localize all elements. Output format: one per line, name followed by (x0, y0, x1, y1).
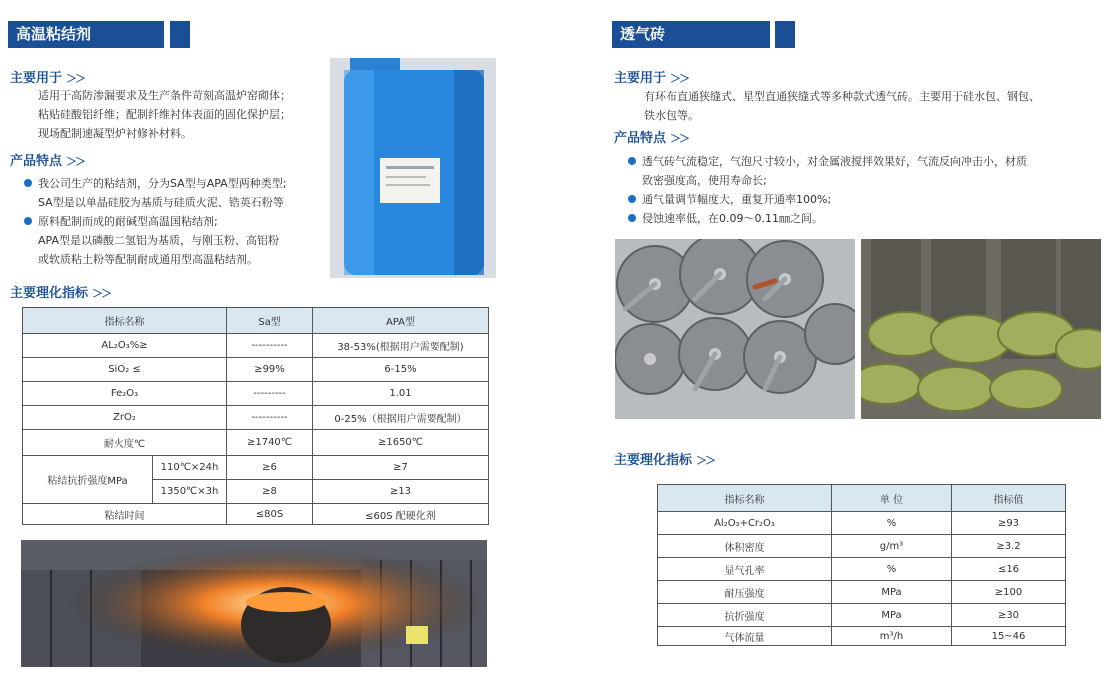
table-row: 抗折强度 MPa ≥30 (658, 604, 1066, 627)
purge-plug-photo (615, 239, 855, 419)
right-title-square (775, 21, 795, 48)
table-row: Al₂O₃+Cr₂O₃ % ≥93 (658, 512, 1066, 535)
arrow-icon: ＞＞ (696, 454, 715, 467)
adhesive-container-photo (330, 58, 496, 278)
arrow-icon: ＞＞ (670, 132, 689, 145)
arrow-icon: ＞＞ (66, 155, 85, 168)
table-header-row: 指标名称 Sa型 APA型 (23, 308, 489, 334)
table-row: 1350℃×3h ≥8 ≥13 (23, 480, 489, 504)
right-spec-table (657, 484, 1066, 646)
right-features-list (628, 152, 1098, 228)
left-features-heading: 产品特点 ＞＞ (10, 154, 85, 169)
right-title-bar (612, 21, 770, 48)
table-row: 粘结时间 ≤80S ≤60S 配硬化剂 (23, 504, 489, 525)
purge-plug-tops-photo (861, 239, 1101, 419)
feature-item: 我公司生产的粘结剂，分为SA型与APA型两种类型; SA型是以单晶硅胶为基质与硅质火泥、锆英石粉等 (24, 174, 324, 212)
bullet-icon (628, 195, 636, 203)
bullet-icon (628, 157, 636, 165)
left-usage-heading: 主要用于 ＞＞ (10, 71, 85, 86)
right-usage-text: 有环布直通狭缝式、星型直通狭缝式等多种款式透气砖。主要用于硅水包、钢包、 铁水包等。 (644, 90, 1040, 122)
right-features-heading: 产品特点 ＞＞ (614, 131, 689, 146)
right-usage-heading: 主要用于 ＞＞ (614, 71, 689, 86)
table-row: 耐压强度 MPa ≥100 (658, 581, 1066, 604)
table-row: 气体流量 m³/h 15~46 (658, 627, 1066, 646)
table-row: 粘结抗折强度MPa 110℃×24h ≥6 ≥7 (23, 456, 489, 480)
table-row: Fe₂O₃ --------- 1.01 (23, 382, 489, 406)
right-spec-heading: 主要理化指标 ＞＞ (614, 453, 715, 468)
left-title-bar (8, 21, 164, 48)
bullet-icon (24, 179, 32, 187)
bullet-icon (628, 214, 636, 222)
left-spec-table (22, 307, 489, 525)
table-row: SiO₂ ≤ ≥99% 6-15% (23, 358, 489, 382)
feature-item: 透气砖气流稳定，气泡尺寸较小，对金属液搅拌效果好，气流反向冲击小，材质 致密强度高，使用寿命长; (628, 152, 1098, 190)
arrow-icon: ＞＞ (670, 72, 689, 85)
left-usage-text: 适用于高防渗漏要求及生产条件苛刻高温炉窑砌体； 粘贴硅酸铝纤维；配制纤维衬体表面的固化保护层； 现场配制速凝型炉衬修补材料。 (38, 89, 291, 140)
table-row: 显气孔率 % ≤16 (658, 558, 1066, 581)
furnace-photo (21, 540, 487, 667)
left-title-square (170, 21, 190, 48)
left-title: 高温粘结剂 (16, 25, 92, 43)
table-row: 体积密度 g/m³ ≥3.2 (658, 535, 1066, 558)
bullet-icon (24, 217, 32, 225)
right-title: 透气砖 (620, 25, 666, 43)
arrow-icon: ＞＞ (66, 72, 85, 85)
table-row: 耐火度℃ ≥1740℃ ≥1650℃ (23, 430, 489, 456)
left-spec-heading: 主要理化指标 ＞＞ (10, 286, 111, 301)
feature-item: 侵蚀速率低，在0.09～0.11㎜之间。 (628, 209, 1098, 228)
table-row: ZrO₂ ---------- 0-25%（根据用户需要配制） (23, 406, 489, 430)
table-header-row: 指标名称 单 位 指标值 (658, 485, 1066, 512)
arrow-icon: ＞＞ (92, 287, 111, 300)
table-row: AL₂O₃%≥ ---------- 38-53%(根据用户需要配制) (23, 334, 489, 358)
left-features-list (24, 174, 324, 269)
feature-item: 通气量调节幅度大，重复开通率100%; (628, 190, 1098, 209)
feature-item: 原料配制而成的耐碱型高温国粘结剂; APA型是以磷酸二氢铝为基质，与刚玉粉、高铝粉 或软质粘土粉等配制耐成通用型高温粘结剂。 (24, 212, 324, 269)
